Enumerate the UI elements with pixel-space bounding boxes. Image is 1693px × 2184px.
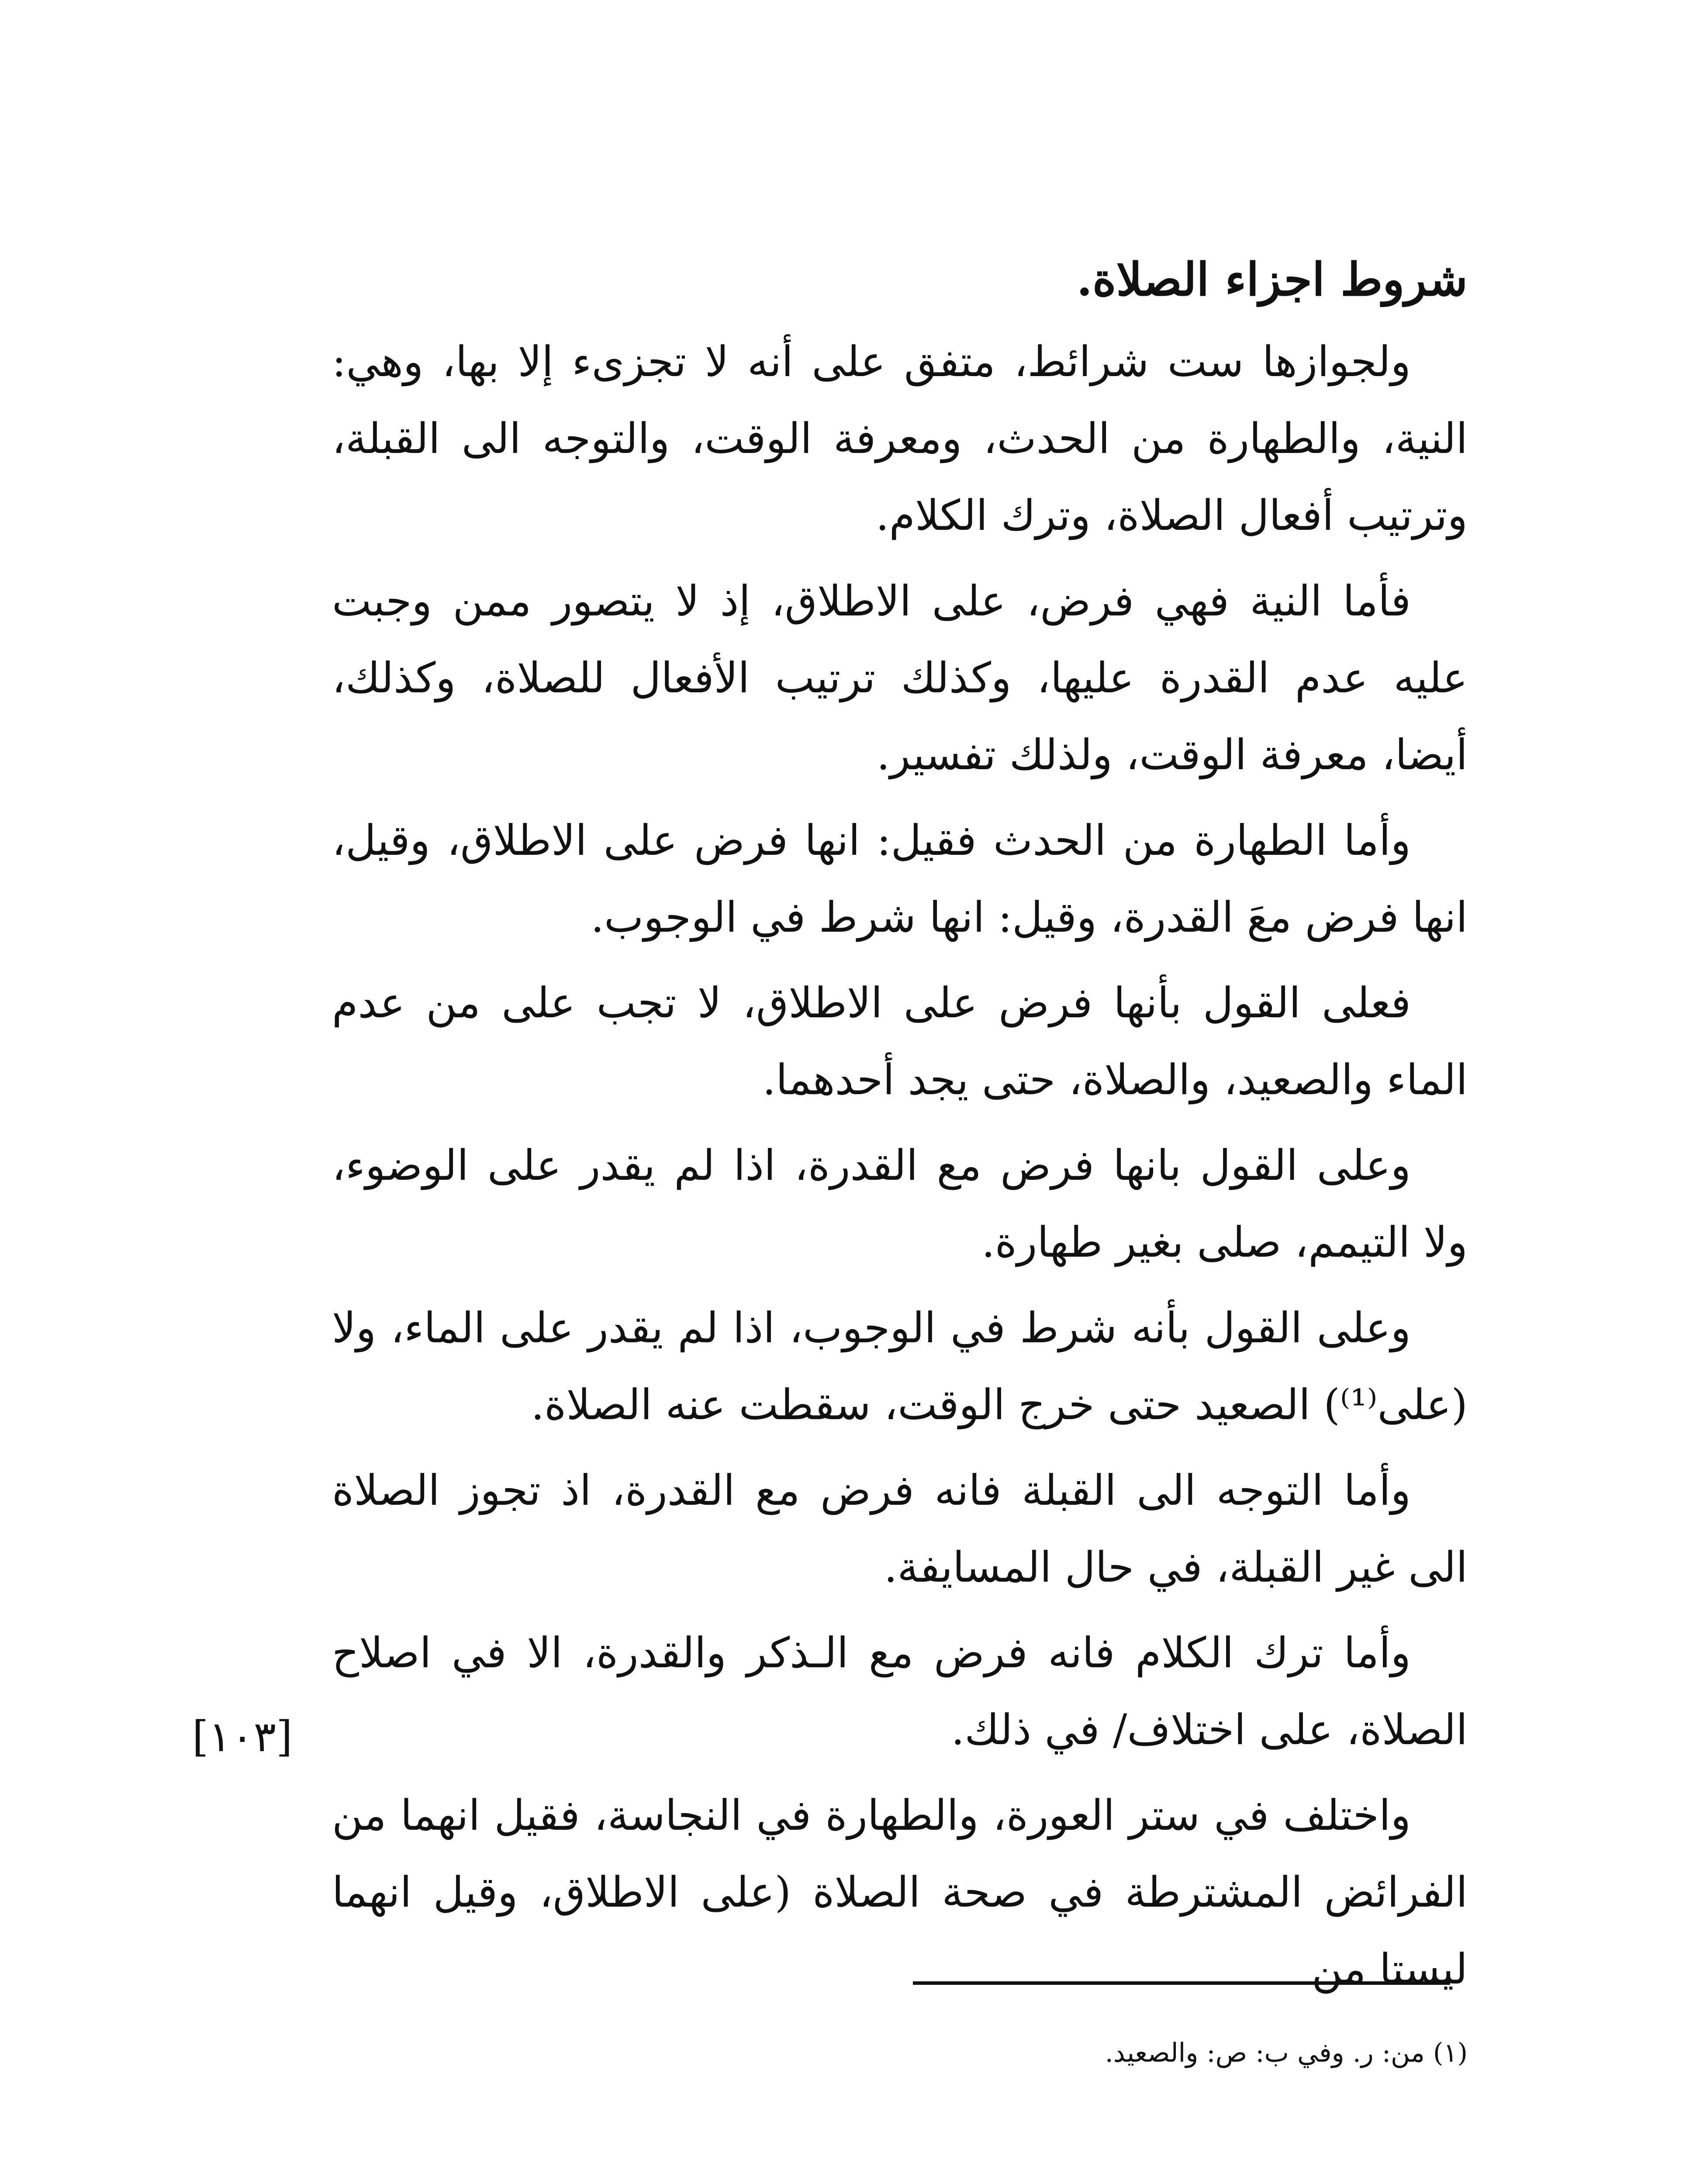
paragraph-8: وأما ترك الكلام فانه فرض مع الـذكر والقدرة، الا في اصلاح الصلاة، على اختلاف/ في ذلك. — [332, 1628, 1468, 1754]
main-text — [332, 245, 1468, 2016]
paragraph-6: وعلى القول بأنه شرط في الوجوب، اذا لم يقدر على الماء، ولا (على⁽¹⁾) الصعيد حتى خرج الوقت، سقطت عنه الصلاة. — [332, 1303, 1468, 1429]
paragraph-1: ولجوازها ست شرائط، متفق على أنه لا تجزىء إلا بها، وهي: النية، والطهارة من الحدث، ومعرفة الوقت، والتوجه الى القبلة، وترتيب أفعال الصلاة، وترك الكلام. — [332, 337, 1468, 540]
footnote: (١) من: ر. وفي ب: ص: والصعيد. — [1105, 2038, 1468, 2068]
paragraph-3: وأما الطهارة من الحدث فقيل: انها فرض على الاطلاق، وقيل، انها فرض معَ القدرة، وقيل: انها شرط في الوجوب. — [332, 816, 1468, 942]
paragraph-9: واختلف في ستر العورة، والطهارة في النجاسة، فقيل انهما من الفرائض المشترطة في صحة الصلاة (على الاطلاق، وقيل انهما ليستا من — [332, 1791, 1468, 1994]
footnote-divider — [913, 1981, 1450, 1985]
margin-page-reference: [١٠٣] — [192, 1712, 293, 1761]
paragraph-7: وأما التوجه الى القبلة فانه فرض مع القدرة، اذ تجوز الصلاة الى غير القبلة، في حال المسايفة. — [332, 1466, 1468, 1592]
section-heading: شروط اجزاء الصلاة. — [1076, 252, 1468, 306]
paragraph-2: فأما النية فهي فرض، على الاطلاق، إذ لا يتصور ممن وجبت عليه عدم القدرة عليها، وكذلك ترتيب الأفعال للصلاة، وكذلك، أيضا، معرفة الوقت، ولذلك تفسير. — [332, 577, 1468, 779]
paragraph-4: فعلى القول بأنها فرض على الاطلاق، لا تجب على من عدم الماء والصعيد، والصلاة، حتى يجد أحدهما. — [332, 978, 1468, 1104]
paragraph-5: وعلى القول بانها فرض مع القدرة، اذا لم يقدر على الوضوء، ولا التيمم، صلى بغير طهارة. — [332, 1141, 1468, 1267]
